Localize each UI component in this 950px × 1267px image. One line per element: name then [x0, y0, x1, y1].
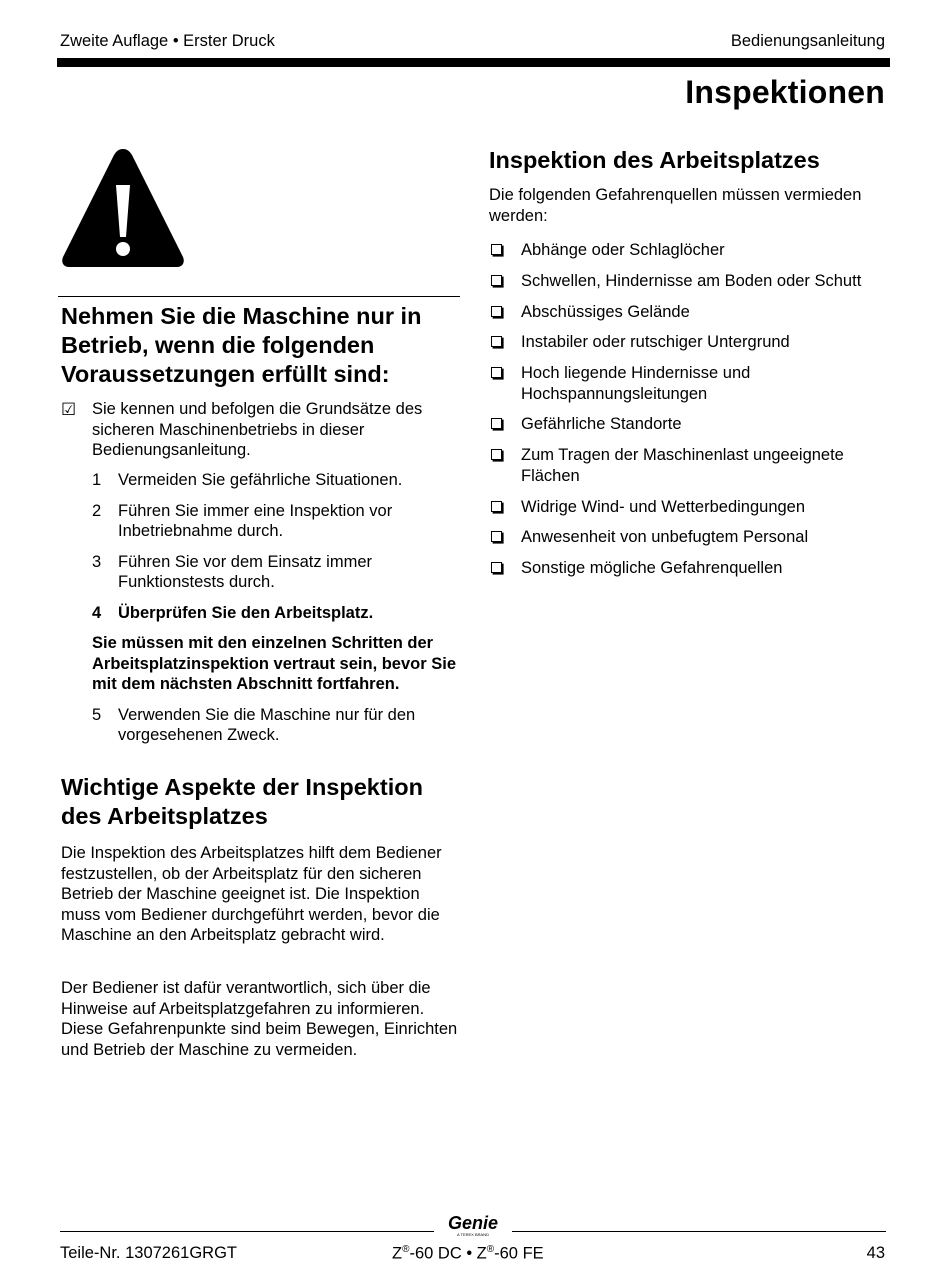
- step-text: Verwenden Sie die Maschine nur für den vorgesehenen Zweck.: [118, 705, 416, 744]
- list-item: [489, 302, 894, 323]
- header-bar: [57, 58, 890, 67]
- model-b: -60 FE: [494, 1244, 544, 1263]
- list-item: [92, 470, 462, 491]
- checkbox-empty-icon: [491, 562, 502, 573]
- list-item: [92, 705, 462, 746]
- list-item: [92, 603, 462, 624]
- hazard-text: Schwellen, Hindernisse am Boden oder Schutt: [521, 271, 862, 290]
- page-title: Inspektionen: [685, 74, 885, 110]
- footer-part-number: Teile-Nr. 1307261GRGT: [60, 1244, 237, 1262]
- list-item: [489, 240, 894, 261]
- hazard-text: Abhänge oder Schlaglöcher: [521, 241, 725, 259]
- hazard-text: Hoch liegende Hindernisse und Hochspannungsleitungen: [521, 364, 751, 403]
- checkbox-empty-icon: [491, 367, 502, 378]
- list-item: [489, 271, 894, 292]
- step-number: 5: [92, 705, 102, 724]
- registered-mark: ®: [486, 1244, 495, 1255]
- step-number: 4: [92, 603, 102, 622]
- list-item: [489, 527, 894, 548]
- inspection-aspects-heading: Wichtige Aspekte der Inspektion des Arbeitsplatzes: [61, 774, 423, 829]
- list-item: [489, 497, 894, 518]
- step-number: 1: [92, 471, 102, 489]
- step-text: Führen Sie immer eine Inspektion vor Inbetriebnahme durch.: [118, 501, 393, 540]
- checkbox-empty-icon: [491, 275, 502, 286]
- hazard-text: Widrige Wind- und Wetterbedingungen: [521, 497, 806, 516]
- list-item: [92, 552, 462, 593]
- registered-mark: ®: [402, 1244, 410, 1255]
- operation-prerequisites-heading: Nehmen Sie die Maschine nur in Betrieb, wenn die folgenden Voraussetzungen erfüllt sind:: [61, 303, 422, 387]
- checkbox-empty-icon: [491, 244, 502, 255]
- step-note: Sie müssen mit den einzelnen Schritten der Arbeitsplatzinspektion vertraut sein, bevor Sie mit dem nächsten Abschnitt fortfahren.: [92, 634, 457, 693]
- logo-subtext: A TEREX BRAND: [457, 1232, 489, 1237]
- hazard-text: Sonstige mögliche Gefahrenquellen: [521, 559, 783, 578]
- header-manual-type: Bedienungsanleitung: [730, 32, 885, 50]
- list-item: [489, 445, 894, 486]
- hazards-checklist: [489, 240, 894, 589]
- checkbox-empty-icon: [491, 418, 502, 429]
- hazard-text: Anwesenheit von unbefugtem Personal: [521, 528, 809, 547]
- list-item: [489, 332, 894, 353]
- list-item: [489, 363, 894, 404]
- hazards-intro: Die folgenden Gefahrenquellen müssen vermieden werden:: [489, 186, 862, 225]
- prerequisite-steps-list: [92, 470, 462, 756]
- list-item: [489, 414, 894, 435]
- header-edition: Zweite Auflage • Erster Druck: [60, 32, 275, 50]
- checkbox-empty-icon: [491, 336, 502, 347]
- hazard-text: Instabiler oder rutschiger Untergrund: [521, 333, 790, 352]
- step-text: Führen Sie vor dem Einsatz immer Funktionstests durch.: [118, 552, 373, 591]
- body-paragraph: Der Bediener ist dafür verantwortlich, sich über die Hinweise auf Arbeitsplatzgefahren zu informieren. Diese Gefahrenpunkte sind beim Bewegen, Einrichten und Betrieb der Maschine zu vermeiden.: [61, 979, 458, 1059]
- checkbox-empty-icon: [491, 449, 502, 460]
- logo-wordmark: Genie: [447, 1213, 499, 1233]
- footer-page-number: 43: [866, 1244, 885, 1262]
- step-text: Vermeiden Sie gefährliche Situationen.: [118, 471, 403, 489]
- body-paragraph: Die Inspektion des Arbeitsplatzes hilft dem Bediener festzustellen, ob der Arbeitsplatz für den sicheren Betrieb der Maschine geeignet ist. Die Inspektion muss vom Bediener durchgeführt werden, bevor die Maschine an den Arbeitsplatz gebracht wird.: [61, 844, 442, 944]
- step-number: 3: [92, 552, 102, 571]
- footer-rule-left: [60, 1231, 434, 1232]
- step-text: Überprüfen Sie den Arbeitsplatz.: [118, 603, 374, 622]
- model-a: -60 DC • Z: [409, 1244, 487, 1263]
- workplace-inspection-heading: Inspektion des Arbeitsplatzes: [489, 147, 820, 173]
- genie-logo-icon: [440, 1212, 506, 1238]
- footer-rule-right: [512, 1231, 886, 1232]
- checkbox-empty-icon: [491, 531, 502, 542]
- prerequisite-checklist-item: [61, 399, 461, 461]
- list-item: [92, 501, 462, 542]
- section-divider: [58, 296, 460, 297]
- step-number: 2: [92, 501, 102, 520]
- hazard-text: Zum Tragen der Maschinenlast ungeeignete Flächen: [521, 446, 844, 485]
- checkbox-empty-icon: [491, 306, 502, 317]
- checkbox-checked-icon: ☑: [61, 400, 77, 419]
- prerequisite-text: Sie kennen und befolgen die Grundsätze des sicheren Maschinenbetriebs in dieser Bedienungsanleitung.: [92, 400, 423, 459]
- hazard-text: Abschüssiges Gelände: [521, 302, 690, 321]
- hazard-text: Gefährliche Standorte: [521, 415, 682, 434]
- warning-triangle-icon: [60, 145, 186, 271]
- list-item: [489, 558, 894, 579]
- checkbox-empty-icon: [491, 501, 502, 512]
- model-prefix: Z: [392, 1244, 403, 1263]
- footer-model: [392, 1244, 544, 1264]
